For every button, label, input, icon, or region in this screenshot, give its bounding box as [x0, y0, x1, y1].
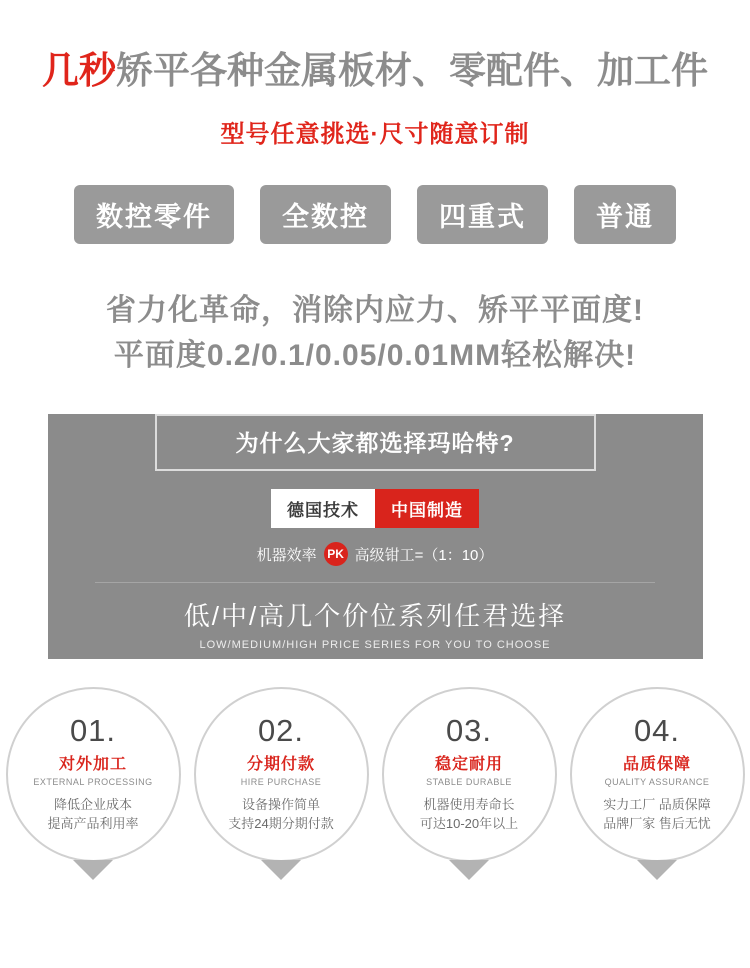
feature-desc-4-line-1: 实力工厂 品质保障	[603, 797, 711, 813]
feature-arrow-3	[449, 860, 489, 880]
page-subheadline: 型号任意挑选·尺寸随意订制	[220, 121, 530, 148]
feature-item-1	[6, 687, 181, 880]
feature-number-3: 03.	[445, 712, 493, 748]
feature-subtitle-3: STABLE DURABLE	[426, 777, 512, 788]
feature-desc-4	[603, 796, 711, 834]
feature-arrow-4	[637, 860, 677, 880]
feature-desc-3	[420, 796, 518, 834]
feature-desc-4-line-2: 品牌厂家 售后无忧	[603, 816, 711, 832]
feature-number-1: 01.	[69, 712, 117, 748]
panel-price-series-cn: 低/中/高几个价位系列任君选择	[183, 601, 567, 631]
feature-circle-1	[6, 687, 181, 862]
feature-title-4: 品质保障	[622, 756, 691, 774]
feature-desc-2-line-2: 支持24期分期付款	[228, 816, 334, 832]
feature-desc-3-line-1: 机器使用寿命长	[423, 797, 515, 813]
slogan-line-2: 平面度0.2/0.1/0.05/0.01MM轻松解决!	[113, 339, 637, 372]
pk-right-label: 高级钳工=（1：10）	[354, 546, 494, 564]
feature-desc-1-line-1: 降低企业成本	[53, 797, 132, 813]
feature-circle-4	[570, 687, 745, 862]
feature-circle-3	[382, 687, 557, 862]
pk-badge-icon: PK	[324, 542, 348, 566]
feature-desc-1-line-2: 提高产品利用率	[47, 816, 139, 832]
feature-desc-2	[228, 796, 333, 834]
efficiency-comparison	[48, 542, 703, 566]
tech-origin-row	[48, 489, 703, 528]
feature-item-4	[570, 687, 745, 880]
panel-price-series-en: LOW/MEDIUM/HIGH PRICE SERIES FOR YOU TO CHOOSE	[199, 639, 551, 651]
pill-german-technology: 德国技术	[271, 489, 375, 528]
feature-number-4: 04.	[633, 712, 681, 748]
slogan-block	[0, 288, 750, 378]
pk-left-label: 机器效率	[256, 546, 317, 564]
feature-desc-3-line-2: 可达10-20年以上	[419, 816, 519, 832]
page-headline	[0, 0, 750, 94]
product-tag-quadruple[interactable]: 四重式	[417, 185, 548, 244]
product-tag-row	[0, 185, 750, 244]
feature-circle-2	[194, 687, 369, 862]
feature-arrow-2	[261, 860, 301, 880]
feature-item-2	[194, 687, 369, 880]
feature-title-3: 稳定耐用	[434, 756, 503, 774]
headline-text: 矫平各种金属板材、零配件、加工件	[116, 50, 708, 91]
headline-highlight: 几秒	[42, 50, 116, 91]
feature-subtitle-4: QUALITY ASSURANCE	[604, 777, 710, 788]
product-tag-full-cnc[interactable]: 全数控	[260, 185, 391, 244]
feature-item-3	[382, 687, 557, 880]
feature-subtitle-2: HIRE PURCHASE	[240, 777, 322, 788]
product-tag-standard[interactable]: 普通	[574, 185, 676, 244]
slogan-line-1: 省力化革命，消除内应力、矫平平面度!	[106, 294, 644, 327]
feature-number-2: 02.	[257, 712, 305, 748]
panel-title: 为什么大家都选择玛哈特?	[155, 414, 596, 471]
product-tag-cnc-parts[interactable]: 数控零件	[74, 185, 234, 244]
feature-list	[0, 687, 750, 880]
feature-arrow-1	[73, 860, 113, 880]
feature-title-1: 对外加工	[58, 756, 127, 774]
feature-desc-2-line-1: 设备操作简单	[241, 797, 320, 813]
pill-made-in-china: 中国制造	[375, 489, 479, 528]
panel-divider	[95, 582, 655, 583]
why-choose-panel	[48, 414, 703, 659]
feature-subtitle-1: EXTERNAL PROCESSING	[33, 777, 153, 788]
feature-title-2: 分期付款	[246, 756, 315, 774]
feature-desc-1	[47, 796, 138, 834]
